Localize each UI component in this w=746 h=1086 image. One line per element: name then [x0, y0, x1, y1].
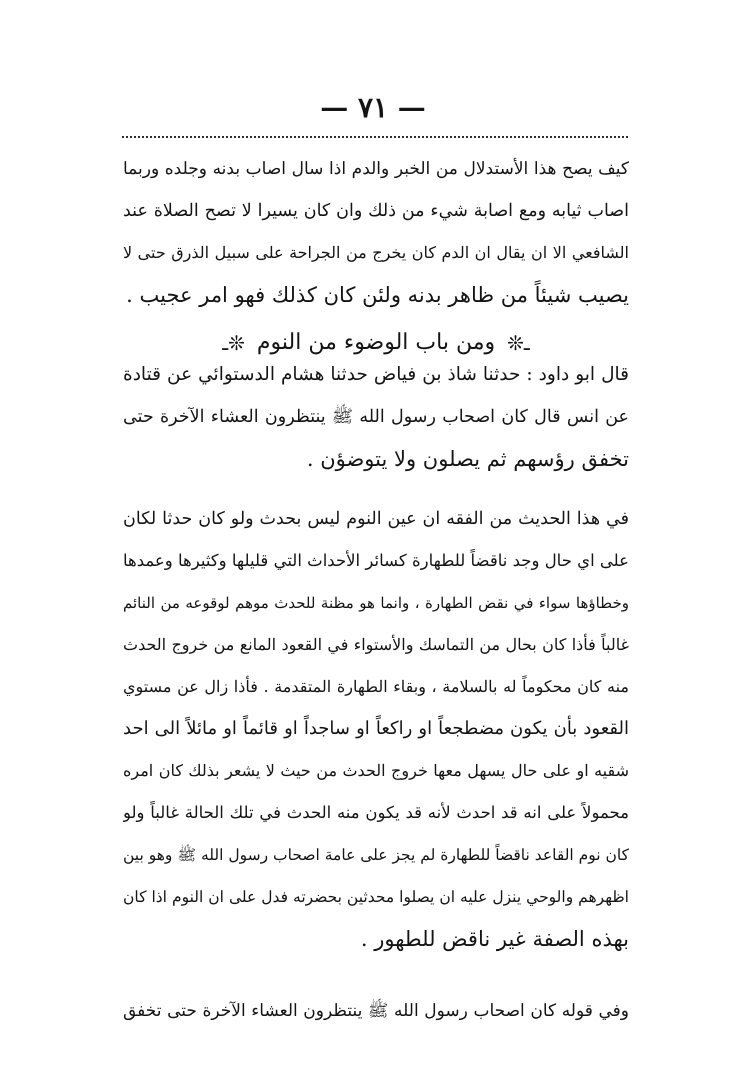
text-line: كيف يصح هذا الأستدلال من الخبر والدم اذا سال اصاب بدنه وجلده وربما [123, 159, 629, 179]
ornament-right-icon: ـ❊ [507, 331, 530, 355]
text-line: منه كان محكوماً له بالسلامة ، وبقاء الطهارة المتقدمة . فأذا زال عن مستوي [123, 677, 629, 696]
text-line: شقيه او على حال يسهل معها خروج الحدث من حيث لا يشعر بذلك كان امره [123, 761, 629, 780]
text-line: وفي قوله كان اصحاب رسول الله ﷺ ينتظرون العشاء الآخرة حتى تخفق [123, 1001, 629, 1021]
text-line: قال ابو داود : حدثنا شاذ بن فياض حدثنا هشام الدستوائي عن قتادة [123, 364, 629, 385]
text-line: في هذا الحديث من الفقه ان عين النوم ليس بحدث ولو كان حدثا لكان [123, 509, 629, 529]
text-line: اصاب ثيابه ومع اصابة شيء من ذلك وان كان يسيرا لا تصح الصلاة عند [123, 201, 629, 221]
text-line: بهذه الصفة غير ناقض للطهور . [360, 927, 629, 951]
page-number: — ٧١ — [320, 91, 426, 124]
text-line: تخفق رؤسهم ثم يصلون ولا يتوضؤن . [306, 447, 629, 471]
text-line: يصيب شيئاً من ظاهر بدنه ولئن كان كذلك فهو امر عجيب . [126, 283, 629, 307]
text-line: محمولاً على انه قد احدث لأنه قد يكون منه الحدث في تلك الحالة غالباً ولو [123, 803, 629, 822]
paragraph-3 [123, 498, 629, 960]
paragraph-4 [123, 990, 629, 1032]
text-line: وخطاؤها سواء في نقض الطهارة ، وانما هو مظنة للحدث موهم لوقوعه من النائم [123, 594, 629, 612]
header-rule [122, 136, 628, 138]
text-line: كان نوم القاعد ناقضاً للطهارة لم يجز على عامة اصحاب رسول الله ﷺ وهو بين [123, 846, 629, 864]
paragraph-2 [123, 354, 629, 480]
paragraph-1 [123, 148, 629, 316]
text-line: غالباً فأذا كان بحال من التماسك والأستواء في القعود المانع من خروج الحدث [123, 635, 629, 654]
section-heading-title: ومن باب الوضوء من النوم [256, 330, 496, 355]
text-line: عن انس قال كان اصحاب رسول الله ﷺ ينتظرون العشاء الآخرة حتى [123, 407, 629, 427]
text-line: على اي حال وجد ناقضاً للطهارة كسائر الأحداث التي قليلها وكثيرها وعمدها [123, 551, 629, 570]
text-line: القعود بأن يكون مضطجعاً او راكعاً او ساجداً او قائماً او مائلاً الى احد [123, 718, 629, 739]
text-line: اظهرهم والوحي ينزل عليه ان يصلوا محدثين بحضرته فدل على ان النوم اذا كان [123, 888, 629, 906]
text-line: الشافعي الا ان يقال ان الدم كان يخرج من الجراحة على سبيل الذرق حتى لا [123, 243, 629, 262]
ornament-left-icon: ❊ـ [222, 331, 245, 355]
